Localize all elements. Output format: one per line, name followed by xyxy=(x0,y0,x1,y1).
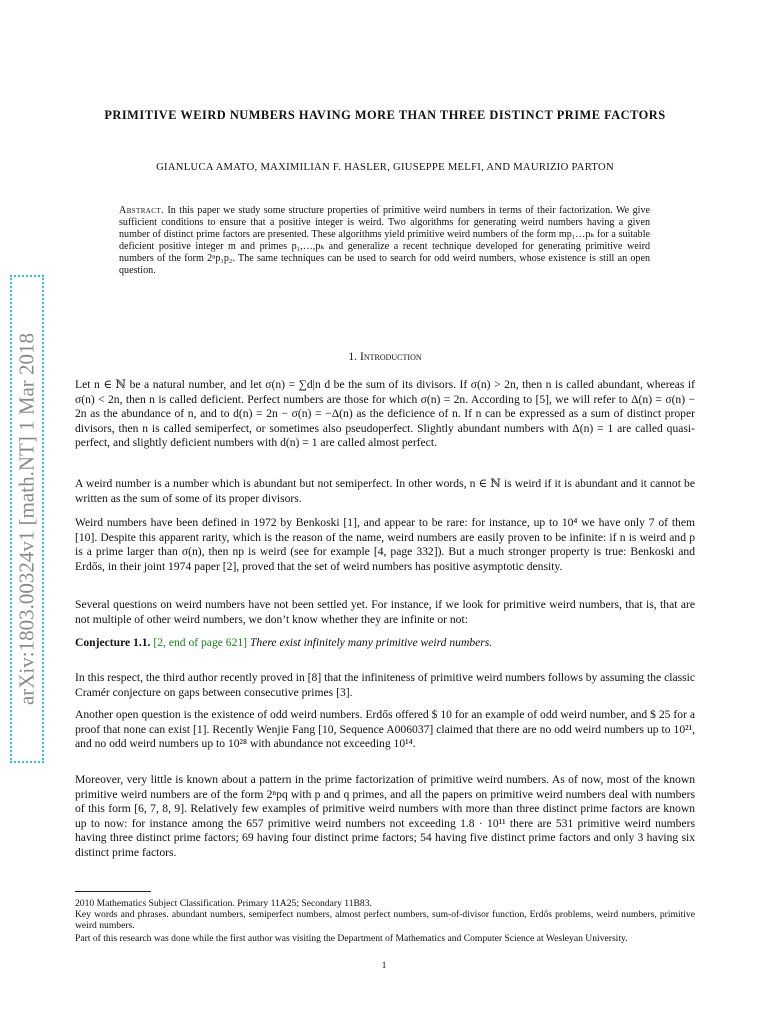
abstract-text: In this paper we study some structure properties of primitive weird numbers in terms of their factorization. We give sufficient conditions to ensure that a positive integer is weird. Two algorithms for generating weird numbers having a given number of distinct prime factors are presented. These algorithms yield primitive weird numbers of the form mp₁…pₖ for a suitable deficient positive integer m and primes p₁,…,pₖ and generalize a recent technique developed for generating primitive weird numbers of the form 2ⁿp₁p₂. The same techniques can be used to search for odd weird numbers, whose existence is still an open question. xyxy=(119,205,650,276)
conjecture-label: Conjecture 1.1. xyxy=(75,636,151,649)
arxiv-stamp[interactable]: arXiv:1803.00324v1 [math.NT] 1 Mar 2018 xyxy=(14,332,39,706)
paragraph-history: Weird numbers have been defined in 1972 by Benkoski [1], and appear to be rare: for instance, up to 10⁴ we have only 7 of them [10]. Despite this apparent rarity, which is the reason of the name, weird numbers are easily proven to be infinite: if n is weird and p is a prime larger than σ(n), then np is weird (see for example [4, page 332]). But a much stronger property is true: Benkoski and Erdős, in their joint 1974 paper [2], proved that the set of weird numbers has positive asymptotic density. xyxy=(75,516,695,573)
footnote-keywords: Key words and phrases. abundant numbers, semiperfect numbers, almost perfect numbers, sum-of-divisor function, Erdős problems, weird numbers, primitive weird numbers. xyxy=(75,909,695,932)
paragraph-open-questions: Several questions on weird numbers have not been settled yet. For instance, if we look for primitive weird numbers, that is, that are not multiple of other weird numbers, we don’t know whether they are infinite or not: xyxy=(75,598,695,626)
abstract-label: Abstract. xyxy=(119,205,164,216)
page-number: 1 xyxy=(381,960,387,971)
paragraph-factorization: Moreover, very little is known about a pattern in the prime factorization of primitive weird numbers. As of now, most of the known primitive weird numbers are of the form 2ⁿpq with p and q primes, and all the papers on primitive weird numbers deal with numbers of this form [6, 7, 8, 9]. Relatively few examples of primitive weird numbers with more than three distinct prime factors are known up to now: for instance among the 657 primitive weird numbers not exceeding 1.8 · 10¹¹ there are 531 primitive weird numbers having three distinct prime factors; 69 having four distinct prime factors; 54 having five distinct prime factors and only 3 having six distinct prime factors. xyxy=(75,773,695,859)
footnote-acknowledgement: Part of this research was done while the first author was visiting the Department of Mathematics and Computer Science at Wesleyan University. xyxy=(75,933,628,944)
paragraph-definitions: Let n ∈ ℕ be a natural number, and let σ(n) = ∑d|n d be the sum of its divisors. If σ(n) > 2n, then n is called abundant, whereas if σ(n) < 2n, then n is called deficient. Perfect numbers are those for which σ(n) = 2n. According to [5], we will refer to Δ(n) = σ(n) − 2n as the abundance of n, and to d(n) = 2n − σ(n) = −Δ(n) as the deficience of n. If n can be expressed as a sum of distinct proper divisors, then n is called semiperfect, or sometimes also pseudoperfect. Slightly abundant numbers with Δ(n) = 1 are called quasi-perfect, and slightly deficient numbers with d(n) = 1 are called almost perfect. xyxy=(75,378,695,449)
paragraph-weird-definition: A weird number is a number which is abundant but not semiperfect. In other words, n ∈ ℕ is weird if it is abundant and it cannot be written as the sum of some of its proper divisors. xyxy=(75,477,695,505)
conjecture-statement: There exist infinitely many primitive weird numbers. xyxy=(249,636,493,649)
paragraph-cramer: In this respect, the third author recently proved in [8] that the infiniteness of primitive weird numbers follows by assuming the classic Cramér conjecture on gaps between consecutive primes [3]. xyxy=(75,671,695,699)
footnote-classification: 2010 Mathematics Subject Classification. Primary 11A25; Secondary 11B83. xyxy=(75,898,372,909)
conjecture-citation[interactable]: [2, end of page 621] xyxy=(153,636,248,649)
section-number: 1. xyxy=(348,350,358,363)
abstract xyxy=(119,205,650,277)
paper-title: PRIMITIVE WEIRD NUMBERS HAVING MORE THAN THREE DISTINCT PRIME FACTORS xyxy=(104,108,666,122)
section-heading xyxy=(60,350,710,363)
footnote-rule xyxy=(75,891,151,892)
section-title: Introduction xyxy=(359,350,422,363)
conjecture xyxy=(75,636,695,651)
author-list: GIANLUCA AMATO, MAXIMILIAN F. HASLER, GIUSEPPE MELFI, AND MAURIZIO PARTON xyxy=(156,162,614,173)
paragraph-odd-weird: Another open question is the existence of odd weird numbers. Erdős offered $ 10 for an example of odd weird number, and $ 25 for a proof that none can exist [1]. Recently Wenjie Fang [10, Sequence A006037] claimed that there are no odd weird numbers up to 10²¹, and no odd weird numbers up to 10²⁸ with abundance not exceeding 10¹⁴. xyxy=(75,708,695,750)
